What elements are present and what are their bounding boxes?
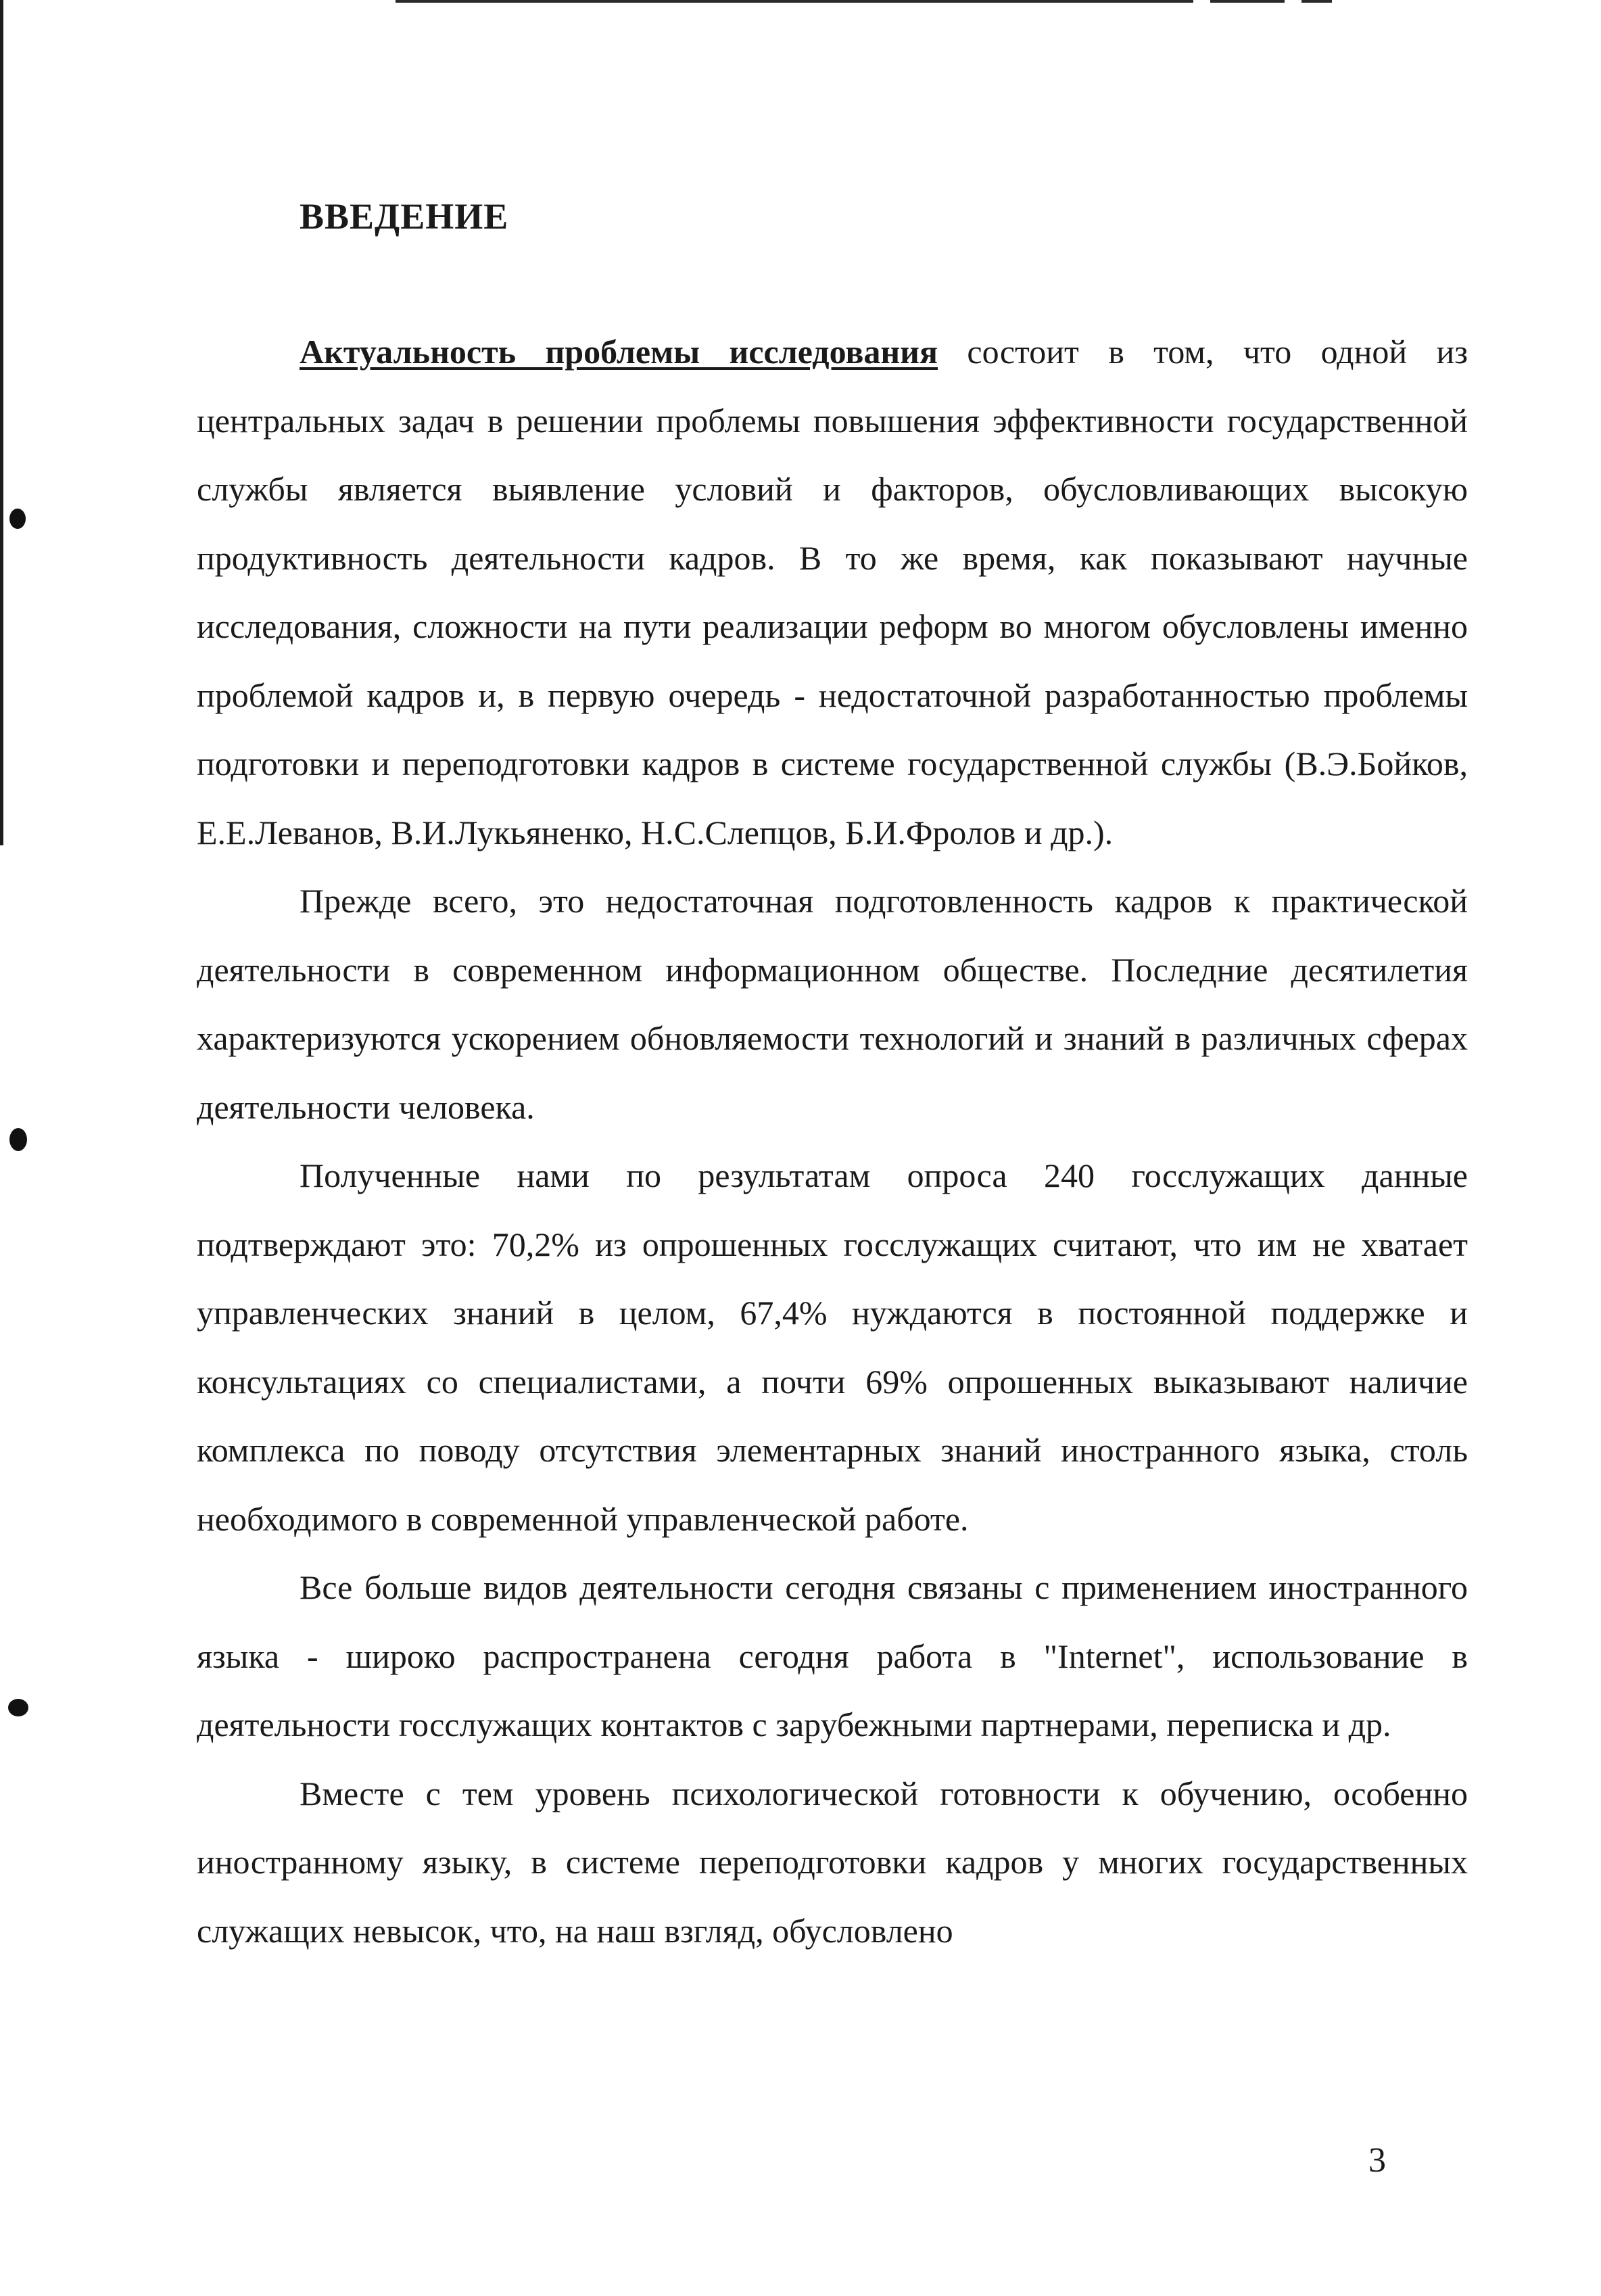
scan-left-edge <box>0 0 3 845</box>
scan-top-rule-segment <box>1210 0 1285 3</box>
section-heading: ВВЕДЕНИЕ <box>300 196 509 237</box>
punch-hole-mark <box>8 1699 28 1716</box>
scan-top-rule <box>396 0 1193 3</box>
punch-hole-mark <box>9 509 26 529</box>
page-number: 3 <box>1368 2141 1386 2180</box>
paragraph-relevance <box>197 318 1468 867</box>
body-text <box>197 318 1468 1965</box>
paragraph: Прежде всего, это недостаточная подготовленность кадров к практической деятельности в современном информационном обществе. Последние десятилетия характеризуются ускорением обновляемости технологий и знаний в различных сферах деятельности человека. <box>197 882 1468 1126</box>
paragraph: Вместе с тем уровень психологической готовности к обучению, особенно иностранному языку, в системе переподготовки кадров у многих государственных служащих невысок, что, на наш взгляд, обусловлено <box>197 1774 1468 1950</box>
punch-hole-mark <box>9 1128 27 1151</box>
paragraph: Полученные нами по результатам опроса 240 госслужащих данные подтверждают это: 70,2% из опрошенных госслужащих считают, что им не хватает управленческих знаний в целом, 67,4% нуждаются в постоянной поддержке и консультациях со специалистами, а почти 69% опрошенных выказывают наличие комплекса по поводу отсутствия элементарных знаний иностранного языка, столь необходимого в современной управленческой работе. <box>197 1156 1468 1538</box>
paragraph-text: состоит в том, что одной из центральных задач в решении проблемы повышения эффективности государственной службы является выявление условий и факторов, обусловливающих высокую продуктивность деятельности кадров. В то же время, как показывают научные исследования, сложности на пути реализации реформ во многом обусловлены именно проблемой кадров и, в первую очередь - недостаточной разработанностью проблемы подготовки и переподготовки кадров в системе государственной службы (В.Э.Бойков, Е.Е.Леванов, В.И.Лукьяненко, Н.С.Слепцов, Б.И.Фролов и др.). <box>197 333 1468 851</box>
relevance-lead-phrase: Актуальность проблемы исследования <box>300 333 938 371</box>
scan-top-rule-segment <box>1301 0 1332 3</box>
paragraph: Все больше видов деятельности сегодня связаны с применением иностранного языка - широко распространена сегодня работа в "Internet", использование в деятельности госслужащих контактов с зарубежными партнерами, переписка и др. <box>197 1568 1468 1743</box>
